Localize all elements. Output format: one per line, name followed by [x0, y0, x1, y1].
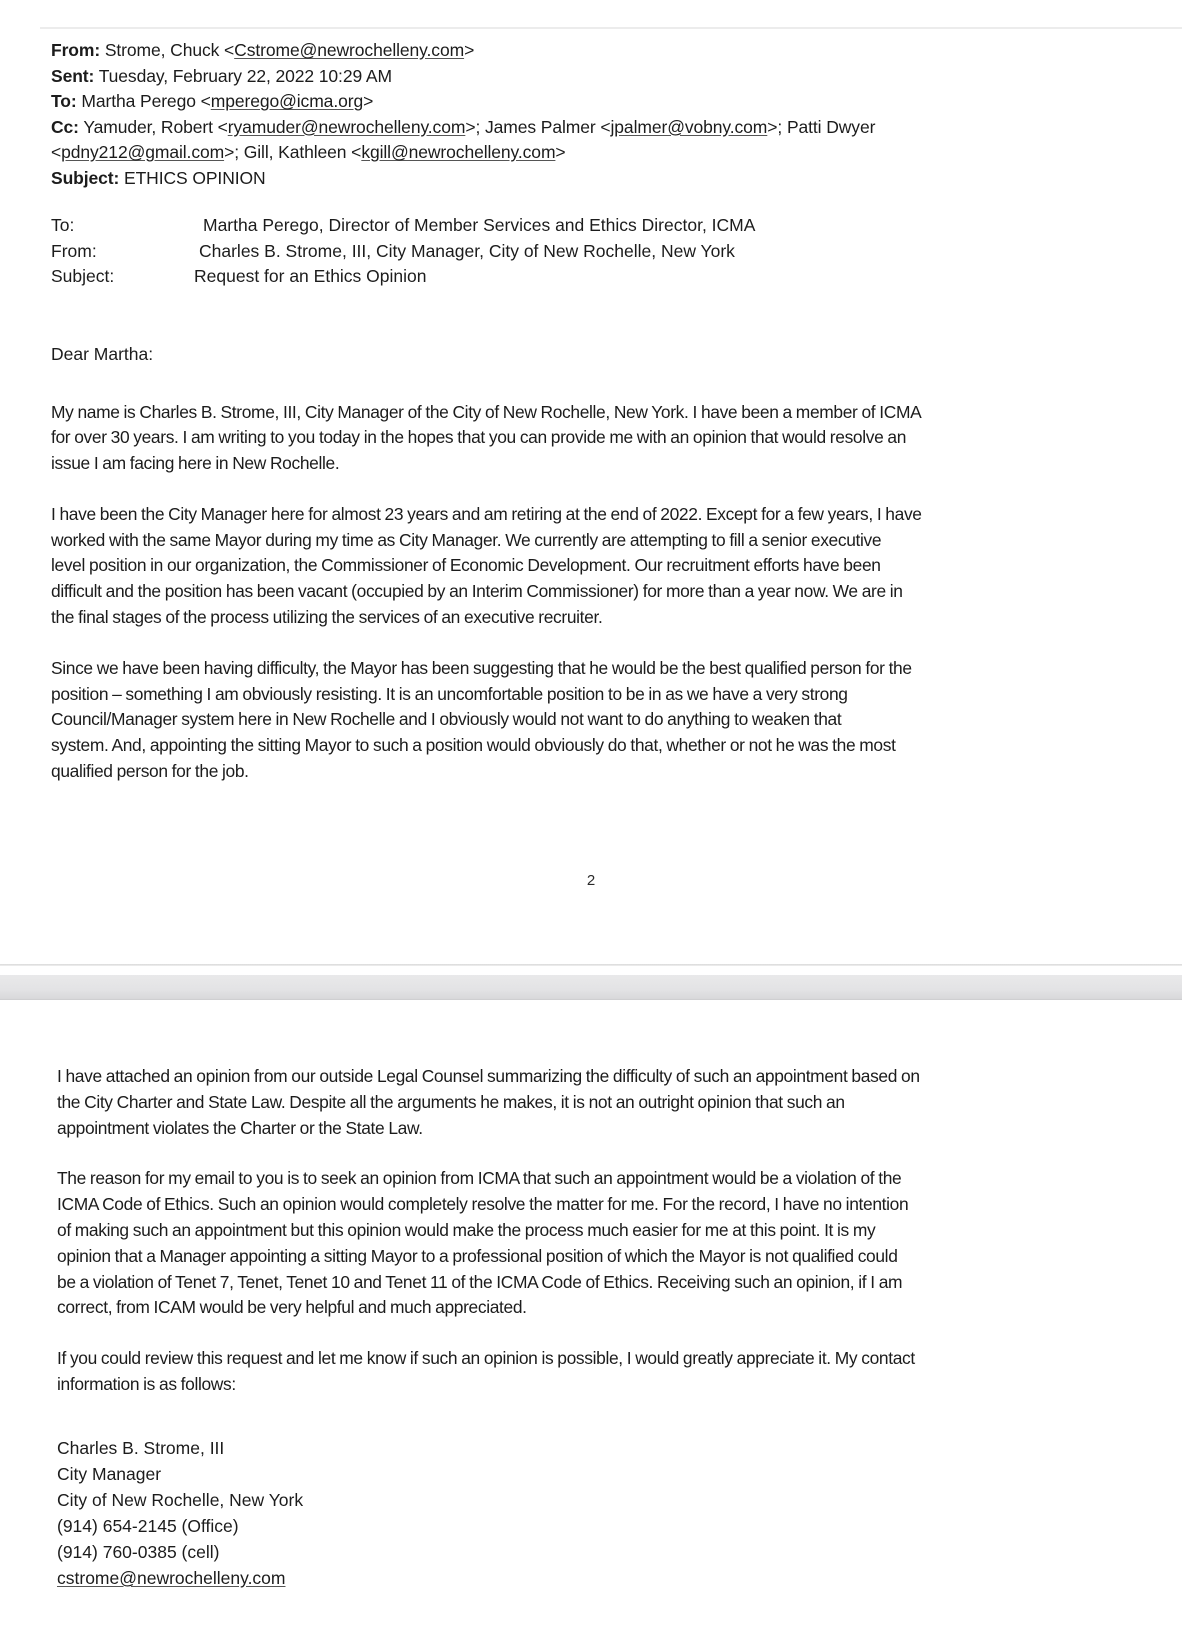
body-paragraph	[57, 1346, 1157, 1398]
body-paragraph	[51, 400, 1151, 477]
paragraph-line: If you could review this request and let me know if such an opinion is possible, I would greatly appreciate it. My contact	[57, 1348, 915, 1369]
email-cc-line-continued: <pdny212@gmail.com>; Gill, Kathleen <kgill@newrochelleny.com>	[51, 142, 566, 162]
memo-subject-label: Subject:	[51, 266, 115, 286]
cc-email-link[interactable]: kgill@newrochelleny.com	[361, 142, 556, 162]
paragraph-line: correct, from ICAM would be very helpful and much appreciated.	[57, 1297, 527, 1318]
greeting: Dear Martha:	[51, 343, 154, 364]
paragraph-line: level position in our organization, the Commissioner of Economic Development. Our recruitment efforts have been	[51, 555, 881, 576]
paragraph-line: position – something I am obviously resisting. It is an uncomfortable position to be in as we have a very strong	[51, 683, 848, 704]
document-page-1	[51, 38, 1151, 785]
paragraph-line: the City Charter and State Law. Despite all the arguments he makes, it is not an outright opinion that such an	[57, 1091, 845, 1112]
paragraph-line: Council/Manager system here in New Rochelle and I obviously would not want to do anything to weaken that	[51, 709, 842, 730]
paragraph-line: be a violation of Tenet 7, Tenet, Tenet 10 and Tenet 11 of the ICMA Code of Ethics. Receiving such an opinion, if I am	[57, 1271, 903, 1292]
paragraph-line: appointment violates the Charter or the State Law.	[57, 1117, 423, 1138]
paragraph-line: My name is Charles B. Strome, III, City Manager of the City of New Rochelle, New York. I have been a member of ICMA	[51, 401, 922, 422]
email-sent-line	[51, 64, 1151, 90]
cc-name: James Palmer	[484, 116, 596, 137]
body-paragraph	[51, 502, 1151, 631]
to-name: Martha Perego	[81, 91, 196, 111]
memo-subject-value: Request for an Ethics Opinion	[194, 266, 427, 286]
paragraph-line: ICMA Code of Ethics. Such an opinion would completely resolve the matter for me. For the record, I have no intention	[57, 1194, 909, 1215]
cc-email-link[interactable]: pdny212@gmail.com	[61, 142, 225, 162]
memo-from-row	[51, 239, 1151, 265]
from-label: From:	[51, 40, 101, 60]
paragraph-line: issue I am facing here in New Rochelle.	[51, 453, 340, 474]
paragraph-line: of making such an appointment but this opinion would make the process much easier for me at this point. It is my	[57, 1219, 876, 1240]
subject-value: ETHICS OPINION	[124, 167, 266, 188]
paragraph-line: qualified person for the job.	[51, 761, 249, 782]
paragraph-line: the final stages of the process utilizing the services of an executive recruiter.	[51, 607, 603, 628]
email-cc-line: Cc: Yamuder, Robert <ryamuder@newrochelleny.com>; James Palmer <jpalmer@vobny.com>; Patti Dwyer	[51, 116, 876, 137]
email-to-line: To: Martha Perego <mperego@icma.org>	[51, 91, 374, 111]
paragraph-line: for over 30 years. I am writing to you today in the hopes that you can provide me with an opinion that would resolve an	[51, 427, 907, 448]
to-label: To:	[51, 91, 77, 111]
cc-email-link[interactable]: jpalmer@vobny.com	[610, 116, 768, 137]
email-from-line: From: Strome, Chuck <Cstrome@newrochelleny.com>	[51, 40, 475, 60]
signature-block	[57, 1435, 1157, 1591]
page-break-line	[0, 964, 1182, 966]
paragraph-line: Since we have been having difficulty, the Mayor has been suggesting that he would be the best qualified person for the	[51, 657, 912, 678]
body-paragraph	[57, 1166, 1157, 1321]
to-email-link[interactable]: mperego@icma.org	[210, 91, 364, 111]
paragraph-line: difficult and the position has been vacant (occupied by an Interim Commissioner) for more than a year now. We are in	[51, 581, 903, 602]
memo-from-label: From:	[51, 240, 97, 261]
memo-to-value: Martha Perego, Director of Member Services and Ethics Director, ICMA	[203, 215, 756, 235]
memo-block	[51, 213, 1151, 290]
memo-to-row	[51, 213, 1151, 239]
cc-email-link[interactable]: ryamuder@newrochelleny.com	[227, 116, 466, 137]
signature-office-phone: (914) 654-2145 (Office)	[57, 1515, 239, 1536]
email-header	[51, 38, 1151, 191]
body-paragraph	[57, 1064, 1157, 1141]
from-name: Strome, Chuck	[104, 40, 220, 60]
paragraph-line: opinion that a Manager appointing a sitting Mayor to a professional position of which the Mayor is not qualified could	[57, 1245, 898, 1266]
subject-label: Subject:	[51, 167, 120, 188]
paragraph-line: information is as follows:	[57, 1373, 236, 1394]
page-top-rule	[40, 27, 1182, 29]
signature-name: Charles B. Strome, III	[57, 1437, 225, 1458]
signature-cell-phone: (914) 760-0385 (cell)	[57, 1541, 220, 1562]
signature-title: City Manager	[57, 1463, 162, 1484]
cc-name: Yamuder, Robert	[83, 116, 213, 137]
document-page-2	[57, 1064, 1157, 1591]
cc-name: Gill, Kathleen	[243, 142, 347, 162]
paragraph-line: The reason for my email to you is to seek an opinion from ICMA that such an appointment would be a violation of the	[57, 1168, 902, 1189]
cc-label: Cc:	[51, 116, 79, 137]
page-number: 2	[586, 872, 596, 889]
memo-to-label: To:	[51, 215, 75, 235]
body-paragraph	[51, 656, 1151, 785]
paragraph-line: I have been the City Manager here for almost 23 years and am retiring at the end of 2022. Except for a few years, I have	[51, 503, 922, 524]
from-email-link[interactable]: Cstrome@newrochelleny.com	[234, 40, 465, 60]
signature-organization: City of New Rochelle, New York	[57, 1489, 304, 1510]
signature-email-link[interactable]: cstrome@newrochelleny.com	[57, 1567, 286, 1588]
paragraph-line: I have attached an opinion from our outside Legal Counsel summarizing the difficulty of such an appointment based on	[57, 1066, 920, 1086]
email-subject-line	[51, 166, 1151, 192]
paragraph-line: system. And, appointing the sitting Mayor to such a position would obviously do that, whether or not he was the most	[51, 735, 896, 756]
page-break-band	[0, 975, 1182, 1000]
paragraph-line: worked with the same Mayor during my time as City Manager. We currently are attempting to fill a senior executive	[51, 529, 882, 550]
sent-label: Sent:	[51, 65, 95, 86]
sent-value: Tuesday, February 22, 2022 10:29 AM	[98, 65, 392, 86]
memo-from-value: Charles B. Strome, III, City Manager, City of New Rochelle, New York	[199, 240, 735, 261]
memo-subject-row	[51, 264, 1151, 290]
cc-name: Patti Dwyer	[786, 116, 876, 137]
